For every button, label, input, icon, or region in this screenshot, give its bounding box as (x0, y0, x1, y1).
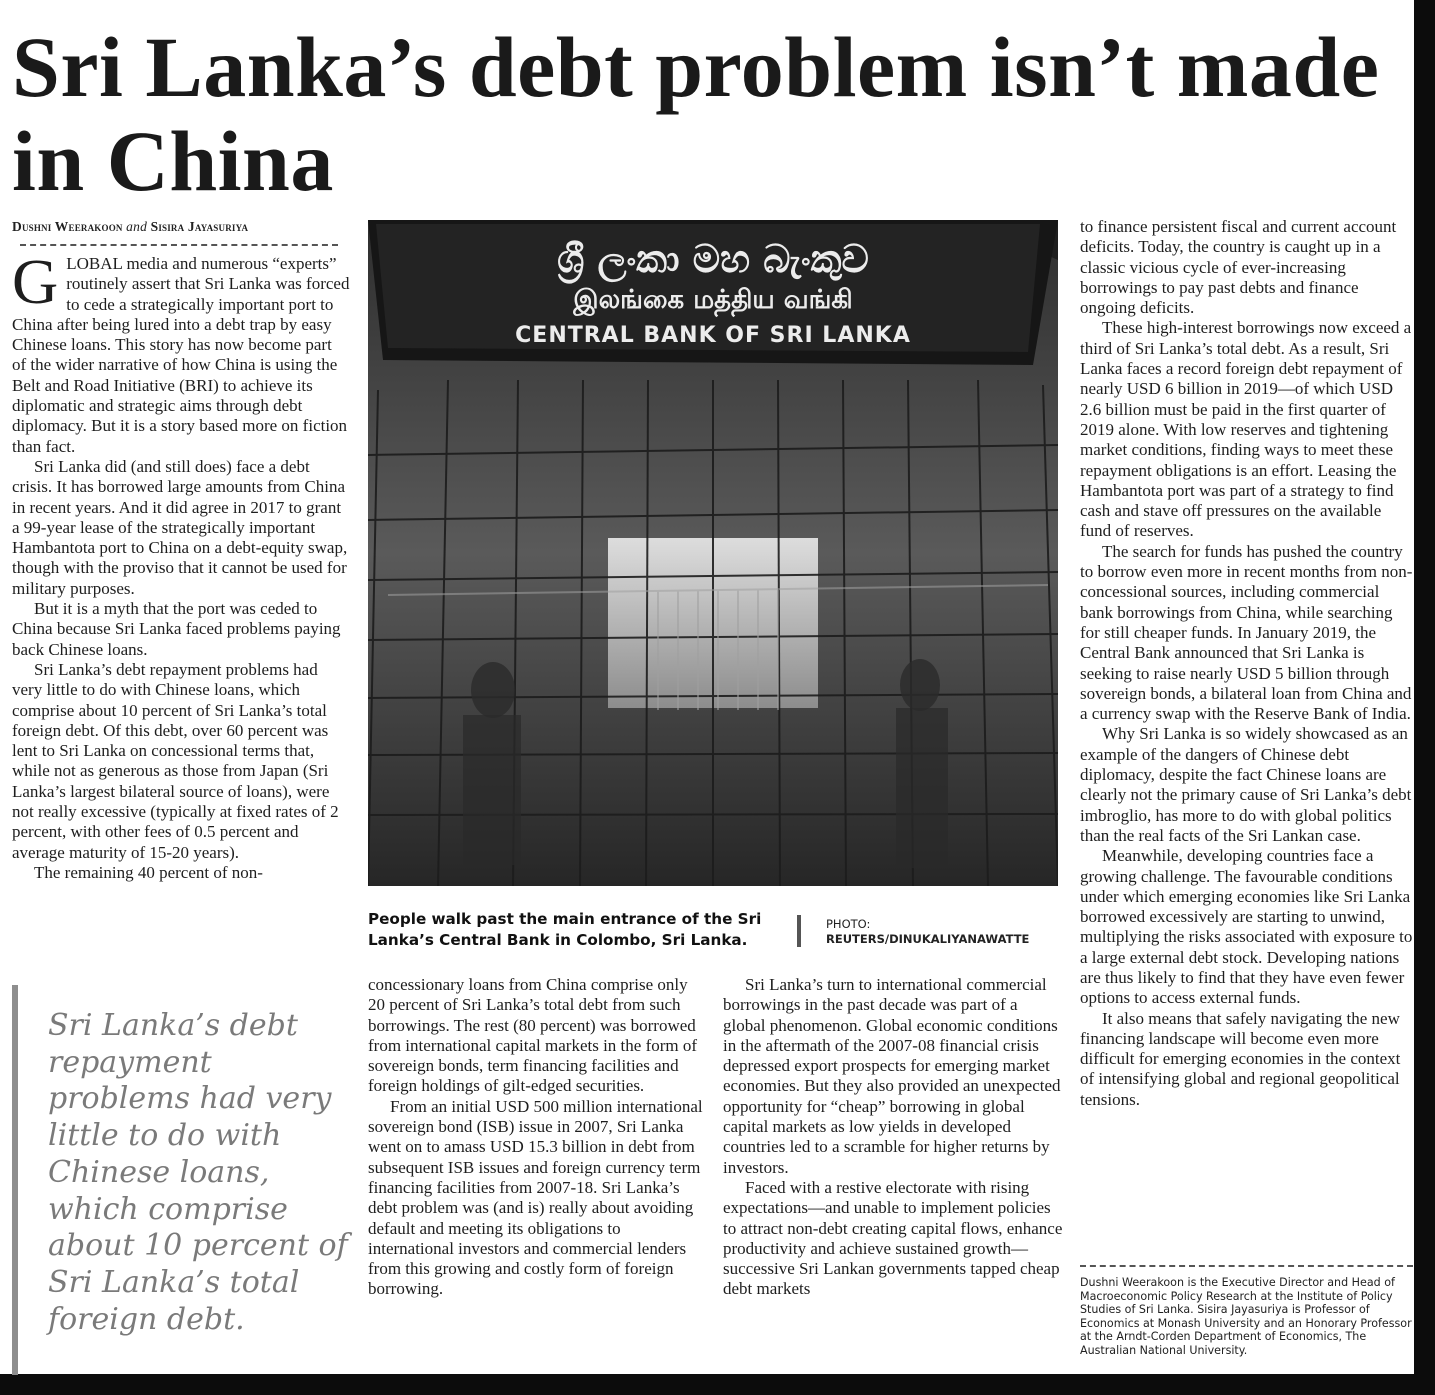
article-column-2 (368, 975, 706, 1300)
credit-divider (797, 915, 801, 947)
bio-rule (1080, 1265, 1413, 1267)
author-bio: Dushni Weerakoon is the Executive Director and Head of Macroeconomic Policy Research at the Institute of Policy Studies of Sri Lanka. Sisira Jayasuriya is Professor of Economics at Monash University and an Honorary Professor at the Arndt-Corden Department of Economics, The Australian National University. (1080, 1276, 1412, 1357)
paragraph: It also means that safely navigating the new financing landscape will become even more difficult for emerging economies in the context of intensifying global and regional geopolitical tensions. (1080, 1008, 1401, 1109)
byline-rule (20, 244, 338, 246)
article-column-4 (1080, 217, 1415, 1110)
credit-label: PHOTO: (826, 917, 871, 931)
paragraph: Meanwhile, developing countries face a growing challenge. The favourable conditions under which emerging economies like Sri Lanka borrowed excessively are starting to unwind, multiplying the risks associated with exposure to a large external debt stock. Developing nations are thus likely to find that they have even fewer options to access external funds. (1080, 846, 1413, 1008)
paragraph: The remaining 40 percent of non- (34, 862, 263, 882)
sign-english: CENTRAL BANK OF SRI LANKA (515, 323, 911, 348)
paragraph: Sri Lanka’s debt repayment problems had very little to do with Chinese loans, which comprise about 10 percent of Sri Lanka’s total foreign debt. Of this debt, over 60 percent was lent to Sri Lanka on concessional terms that, while not as generous as those from Japan (Sri Lanka’s largest bilateral source of loans), were not really excessive (typically at fixed rates of 2 percent, with other fees of 0.5 percent and average maturity of 15-20 years). (12, 659, 339, 862)
paragraph: Sri Lanka did (and still does) face a debt crisis. It has borrowed large amounts from China in recent years. And it did agree in 2017 to grant a 99-year lease of the strategically important Hambantota port to China on a debt-equity swap, though with the proviso that it cannot be used for military purposes. (12, 456, 348, 598)
pullquote: Sri Lanka’s debt repayment problems had very little to do with Chinese loans, which comprise about 10 percent of Sri Lanka’s total foreign debt. (48, 1008, 348, 1337)
photo-credit (826, 917, 1066, 947)
paragraph: to finance persistent fiscal and current account deficits. Today, the country is caught up in a classic vicious cycle of ever-increasing borrowings to pay past debts and finance ongoing deficits. (1080, 217, 1397, 318)
headline: Sri Lanka’s debt problem isn’t made in China (12, 19, 1380, 209)
paragraph: Why Sri Lanka is so widely showcased as an example of the dangers of Chinese debt diplomacy, despite the fact Chinese loans are clearly not the primary cause of Sri Lanka’s debt imbroglio, has more to do with global politics than the real facts of the Sri Lankan case. (1080, 724, 1412, 845)
paragraph: But it is a myth that the port was ceded to China because Sri Lanka faced problems paying back Chinese loans. (12, 599, 341, 659)
article-column-1 (12, 246, 350, 883)
page-border-right (1414, 0, 1435, 1395)
paragraph: concessionary loans from China comprise only 20 percent of Sri Lanka’s total debt from such borrowings. The rest (80 percent) was borrowed from international capital markets in the form of sovereign bonds, term financing facilities and foreign holdings of gilt-edged securities. (368, 975, 698, 1096)
central-bank-photo (368, 220, 1058, 886)
byline-author-2: Sisira Jayasuriya (150, 219, 249, 234)
sign-tamil: இலங்கை மத்திய வங்கி (573, 285, 853, 315)
byline-author-1: Dushni Weerakoon (12, 219, 123, 234)
pullquote-bar (12, 985, 18, 1375)
credit-source: REUTERS/DINUKALIYANAWATTE (826, 932, 1030, 946)
sign-sinhala: ශ්‍රී ලංකා මහ බැංකුව (557, 237, 869, 281)
photo-caption: People walk past the main entrance of the Sri Lanka’s Central Bank in Colombo, Sri Lanka. (368, 910, 762, 949)
paragraph: Sri Lanka’s turn to international commercial borrowings in the past decade was part of a global phenomenon. Global economic conditions in the aftermath of the 2007-08 financial crisis depressed export prospects for emerging market economies. But they also provided an unexpected opportunity for “cheap” borrowing in global capital markets as low yields in developed countries led to a scramble for higher returns by investors. (723, 975, 1061, 1177)
paragraph: The search for funds has pushed the country to borrow even more in recent months from non-concessional sources, including commercial bank borrowings from China, while searching for still cheaper funds. In January 2019, the Central Bank announced that Sri Lanka is seeking to raise nearly USD 5 billion through sovereign bonds, a bilateral loan from China and a currency swap with the Reserve Bank of India. (1080, 541, 1413, 724)
page-border-bottom (0, 1374, 1435, 1395)
article-column-3 (723, 975, 1063, 1300)
paragraph: Faced with a restive electorate with rising expectations—and unable to implement policies to attract non-debt creating capital flows, enhance productivity and achieve sustained growth—successive Sri Lankan governments tapped cheap debt markets (723, 1177, 1063, 1299)
paragraph: From an initial USD 500 million international sovereign bond (ISB) issue in 2007, Sri Lanka went on to amass USD 15.3 billion in debt from subsequent ISB issues and foreign currency term financing facilities from 2007-18. Sri Lanka’s debt problem was (and is) really about avoiding default and meeting its obligations to international investors and commercial lenders from this growing and costly form of foreign borrowing. (368, 1096, 703, 1299)
paragraph: LOBAL media and numerous “experts” routinely assert that Sri Lanka was forced to cede a strategically important port to China after being lured into a debt trap by easy Chinese loans. This story has now become part of the wider narrative of how China is using the Belt and Road Initiative (BRI) to achieve its diplomatic and strategic aims through debt diplomacy. But it is a story based more on fiction than fact. (12, 254, 350, 456)
byline (12, 219, 342, 235)
byline-conjunction: and (126, 219, 148, 234)
drop-cap: G (12, 246, 59, 317)
paragraph: These high-interest borrowings now exceed a third of Sri Lanka’s total debt. As a result, Sri Lanka faces a record foreign debt repayment of nearly USD 6 billion in 2019—of which USD 2.6 billion must be paid in the first quarter of 2019 alone. With low reserves and tightening market conditions, finding ways to meet these repayment obligations is an effort. Leasing the Hambantota port was part of a strategy to find cash and stave off pressures on the available fund of reserves. (1080, 318, 1412, 541)
